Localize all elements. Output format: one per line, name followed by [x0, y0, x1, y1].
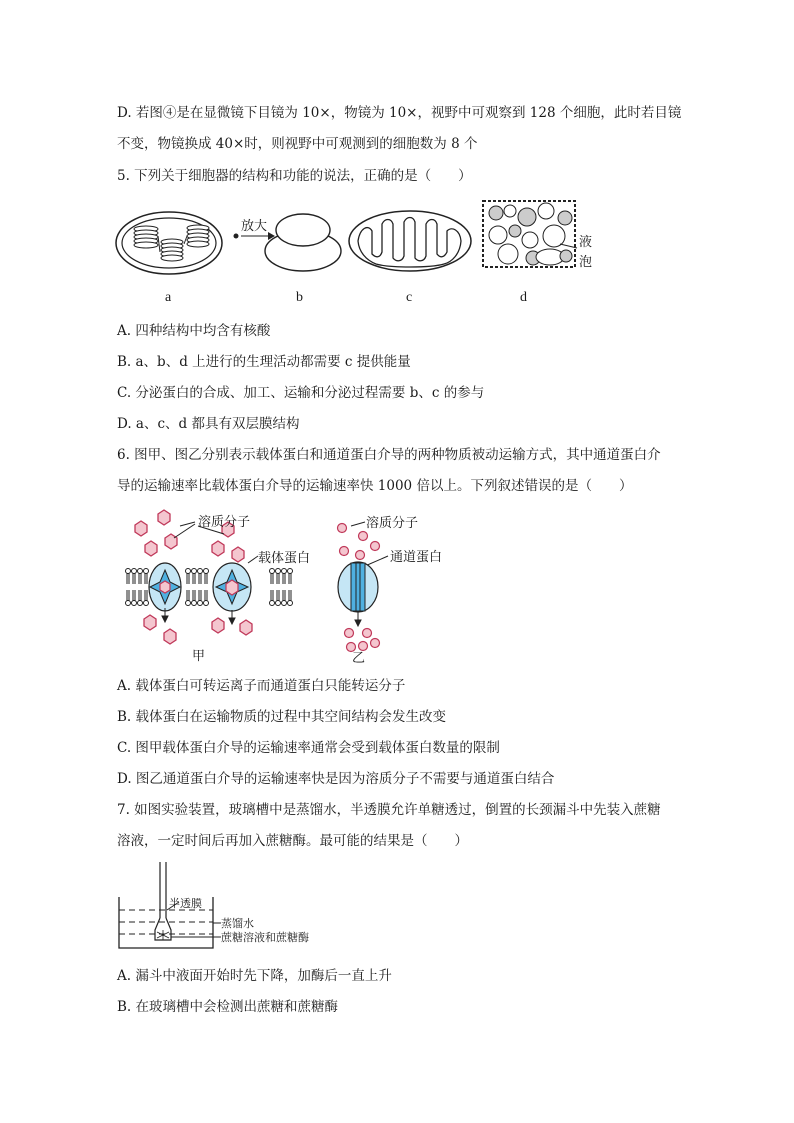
vacuole-label-2: 泡: [579, 255, 593, 270]
q7-stem-line1: 7. 如图实验装置，玻璃槽中是蒸馏水，半透膜允许单糖透过，倒置的长颈漏斗中先装入蔗糖: [117, 802, 661, 818]
q6-option-d: D. 图乙通道蛋白介导的运输速率快是因为溶质分子不需要与通道蛋白结合: [117, 771, 555, 787]
water-label: 蒸馏水: [221, 917, 254, 930]
q6-transport-figure: [120, 508, 470, 666]
carrier-protein-2: [213, 563, 251, 611]
solution-label: 蔗糖溶液和蔗糖酶: [221, 931, 309, 944]
channel-protein: [338, 562, 378, 612]
vacuole-label-1: 液: [579, 235, 593, 250]
q4-option-d-line1: D. 若图④是在显微镜下目镜为 10×，物镜为 10×，视野中可观察到 128 个细胞，此时若目镜: [117, 105, 682, 121]
figure-jia-label: 甲: [192, 649, 206, 664]
solute-label-left: 溶质分子: [198, 515, 251, 530]
solute-label-right: 溶质分子: [366, 516, 419, 531]
q7-option-b: B. 在玻璃槽中会检测出蔗糖和蔗糖酶: [117, 999, 339, 1015]
label-d: d: [520, 290, 527, 305]
q6-option-c: C. 图甲载体蛋白介导的运输速率通常会受到载体蛋白数量的限制: [117, 740, 500, 756]
q5-option-d: D. a、c、d 都具有双层膜结构: [117, 416, 300, 432]
q4-option-d-line2: 不变，物镜换成 40×时，则视野中可观测到的细胞数为 8 个: [117, 136, 478, 152]
membrane-label: 半透膜: [169, 897, 202, 910]
q5-stem: 5. 下列关于细胞器的结构和功能的说法，正确的是（ ）: [117, 168, 472, 184]
carrier-protein-label: 载体蛋白: [258, 551, 311, 566]
magnify-label: 放大: [241, 219, 268, 234]
q6-option-a: A. 载体蛋白可转运离子而通道蛋白只能转运分子: [117, 678, 406, 694]
q6-stem-line2: 导的运输速率比载体蛋白介导的运输速率快 1000 倍以上。下列叙述错误的是（ ）: [117, 478, 633, 494]
figure-yi-label: 乙: [352, 651, 366, 666]
q7-option-a: A. 漏斗中液面开始时先下降，加酶后一直上升: [117, 968, 392, 984]
vacuole-cell-drawing: [483, 201, 577, 267]
solute-hexagons-bottom: [144, 615, 252, 644]
label-a: a: [165, 290, 172, 305]
q6-option-b: B. 载体蛋白在运输物质的过程中其空间结构会发生改变: [117, 709, 447, 725]
solute-circles-bottom: [345, 629, 380, 652]
label-c: c: [406, 290, 413, 305]
channel-protein-label: 通道蛋白: [390, 550, 443, 565]
membrane-pattern: [157, 930, 169, 940]
carrier-protein-1: [149, 563, 181, 611]
label-b: b: [296, 290, 303, 305]
chloroplast-drawing: [116, 212, 222, 274]
q5-option-b: B. a、b、d 上进行的生理活动都需要 c 提供能量: [117, 354, 411, 370]
q5-organelle-figure: [110, 196, 610, 308]
q7-stem-line2: 溶液，一定时间后再加入蔗糖酶。最可能的结果是（ ）: [117, 833, 468, 849]
q5-option-a: A. 四种结构中均含有核酸: [117, 323, 271, 339]
mitochondrion-drawing: [349, 211, 471, 271]
q5-option-c: C. 分泌蛋白的合成、加工、运输和分泌过程需要 b、c 的参与: [117, 385, 485, 401]
q6-stem-line1: 6. 图甲、图乙分别表示载体蛋白和通道蛋白介导的两种物质被动运输方式，其中通道蛋白介: [117, 447, 661, 463]
q7-apparatus-figure: [115, 860, 345, 955]
